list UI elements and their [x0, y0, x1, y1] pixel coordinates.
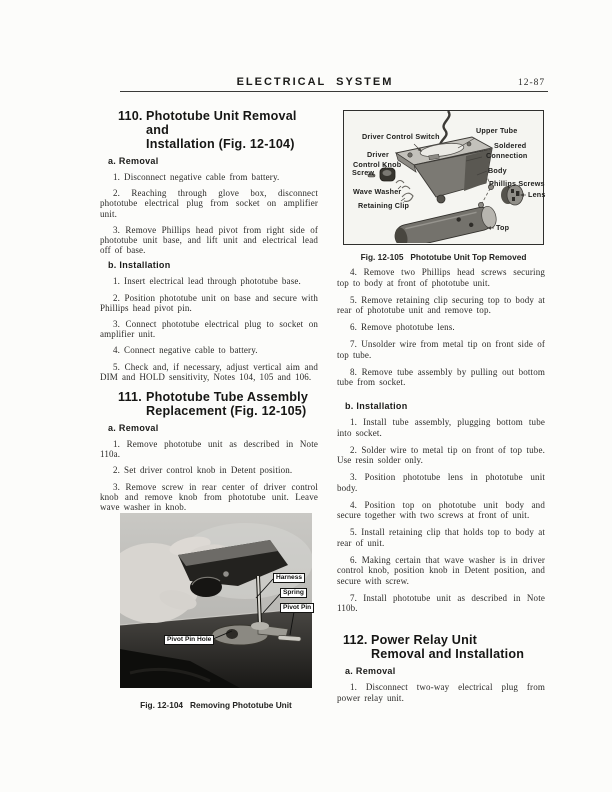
- step-paragraph: 8. Remove tube assembly by pulling out bottom tube from socket.: [337, 366, 545, 387]
- section-111-title-line2: Replacement (Fig. 12-105): [146, 404, 307, 419]
- section-110-title-line2: Installation (Fig. 12-104): [146, 137, 295, 151]
- section-112-title-line2: Removal and Installation: [371, 646, 525, 661]
- step-paragraph: 2. Set driver control knob in Detent position.: [113, 465, 293, 476]
- step-paragraph: 1. Disconnect two-way electrical plug from power relay unit.: [337, 682, 545, 703]
- step-paragraph: 2. Reaching through glove box, disconnect phototube electrical plug from socket on amplifier unit.: [100, 188, 318, 219]
- fig104-label-harness: Harness: [273, 573, 305, 583]
- step-paragraph: 2. Position phototube unit on base and secure with Phillips head pivot pin.: [100, 292, 318, 313]
- step-paragraph: 6. Remove phototube lens.: [350, 322, 455, 332]
- section-110-install-heading: b. Installation: [108, 260, 171, 271]
- step-paragraph: 2. Solder wire to metal tip on front of top tube. Use resin solder only.: [337, 444, 545, 465]
- step-paragraph: 1. Install tube assembly, plugging bottom tube into socket.: [337, 417, 545, 438]
- fig105-label-phillips-screws: Phillips Screws: [489, 179, 545, 188]
- page-header-title: ELECTRICAL SYSTEM: [236, 76, 394, 88]
- step-paragraph: 7. Install phototube unit as described in Note 110b.: [337, 592, 545, 613]
- fig104-label-spring: Spring: [280, 588, 307, 598]
- fig105-label-soldered: Soldered: [494, 141, 527, 150]
- step-paragraph: 3. Remove screw in rear center of driver control knob and remove knob from phototube unit. Leave wave washer in knob.: [100, 481, 318, 513]
- section-111-title-line1: Phototube Tube Assembly: [146, 390, 309, 405]
- fig105-label-lens: Lens: [528, 190, 546, 199]
- fig104-label-pivot-pin-hole: Pivot Pin Hole: [164, 635, 214, 645]
- step-paragraph: 5. Install retaining clip that holds top to body at rear of unit.: [337, 527, 545, 548]
- section-111-heading: [100, 390, 318, 418]
- section-110-heading: [100, 109, 318, 151]
- step-paragraph: 5. Check and, if necessary, adjust vertical aim and DIM and HOLD sensitivity, Notes 104, 105 and 106.: [100, 361, 318, 382]
- header-rule: [120, 91, 548, 92]
- step-paragraph: 4. Position top on phototube unit body and secure together with two screws at front of unit.: [337, 499, 545, 520]
- figure-12-105: [343, 110, 544, 245]
- fig105-label-top: Top: [496, 223, 510, 232]
- fig104-label-pivot-pin: Pivot Pin: [280, 603, 314, 613]
- fig105-label-driver: Driver: [367, 150, 389, 159]
- section-111-removal-heading: a. Removal: [108, 423, 159, 434]
- fig105-label-control-knob: Control Knob: [353, 160, 402, 169]
- step-paragraph: 3. Remove Phillips head pivot from right side of phototube unit base, and lift unit and electrical lead off of base.: [100, 224, 318, 256]
- section-111-number: 111.: [118, 390, 142, 405]
- step-paragraph: 4. Connect negative cable to battery.: [113, 345, 258, 356]
- step-paragraph: 5. Remove retaining clip securing top to body at rear of phototube unit and remove top.: [337, 294, 545, 315]
- section-110-number: 110.: [118, 109, 143, 123]
- section-110-removal-heading: a. Removal: [108, 156, 159, 166]
- step-paragraph: 1. Disconnect negative cable from battery.: [113, 172, 280, 182]
- section-112-removal-heading: a. Removal: [345, 665, 396, 676]
- page-number: 12-87: [518, 78, 546, 88]
- step-paragraph: 7. Unsolder wire from metal tip on front side of top tube.: [337, 339, 545, 360]
- left-column: [100, 101, 318, 512]
- fig105-label-body: Body: [488, 166, 507, 175]
- fig105-label-driver-control-switch: Driver Control Switch: [362, 132, 440, 141]
- figure-12-104: [120, 513, 312, 688]
- fig105-label-screw: Screw: [352, 168, 375, 177]
- step-paragraph: 4. Remove two Phillips head screws securing top to body at front of phototube unit.: [337, 267, 545, 288]
- step-paragraph: 3. Position phototube lens in phototube unit body.: [337, 472, 545, 493]
- fig105-label-retaining-clip: Retaining Clip: [358, 201, 410, 210]
- step-paragraph: 1. Remove phototube unit as described in Note 110a.: [100, 439, 318, 460]
- section-111-install-heading: b. Installation: [345, 400, 408, 411]
- removing-phototube-photo: [120, 513, 312, 688]
- step-paragraph: 6. Making certain that wave washer is in driver control knob, position knob in Detent position, and secure with screw.: [337, 554, 545, 586]
- step-paragraph: 3. Connect phototube electrical plug to socket on amplifier unit.: [100, 319, 318, 340]
- step-paragraph: 1. Insert electrical lead through phototube base.: [113, 276, 301, 287]
- section-110-title-line1: Phototube Unit Removal and: [146, 109, 297, 137]
- fig105-caption: Fig. 12-105 Phototube Unit Top Removed: [360, 252, 527, 262]
- fig104-caption: Fig. 12-104 Removing Phototube Unit: [140, 700, 292, 710]
- section-112-title-line1: Power Relay Unit: [371, 632, 478, 647]
- fig105-label-connection: Connection: [486, 151, 528, 160]
- section-112-heading: [337, 633, 545, 661]
- fig105-label-upper-tube: Upper Tube: [476, 126, 518, 135]
- fig105-label-wave-washer: Wave Washer: [353, 187, 402, 196]
- right-column: [337, 267, 545, 703]
- section-112-number: 112.: [343, 632, 368, 647]
